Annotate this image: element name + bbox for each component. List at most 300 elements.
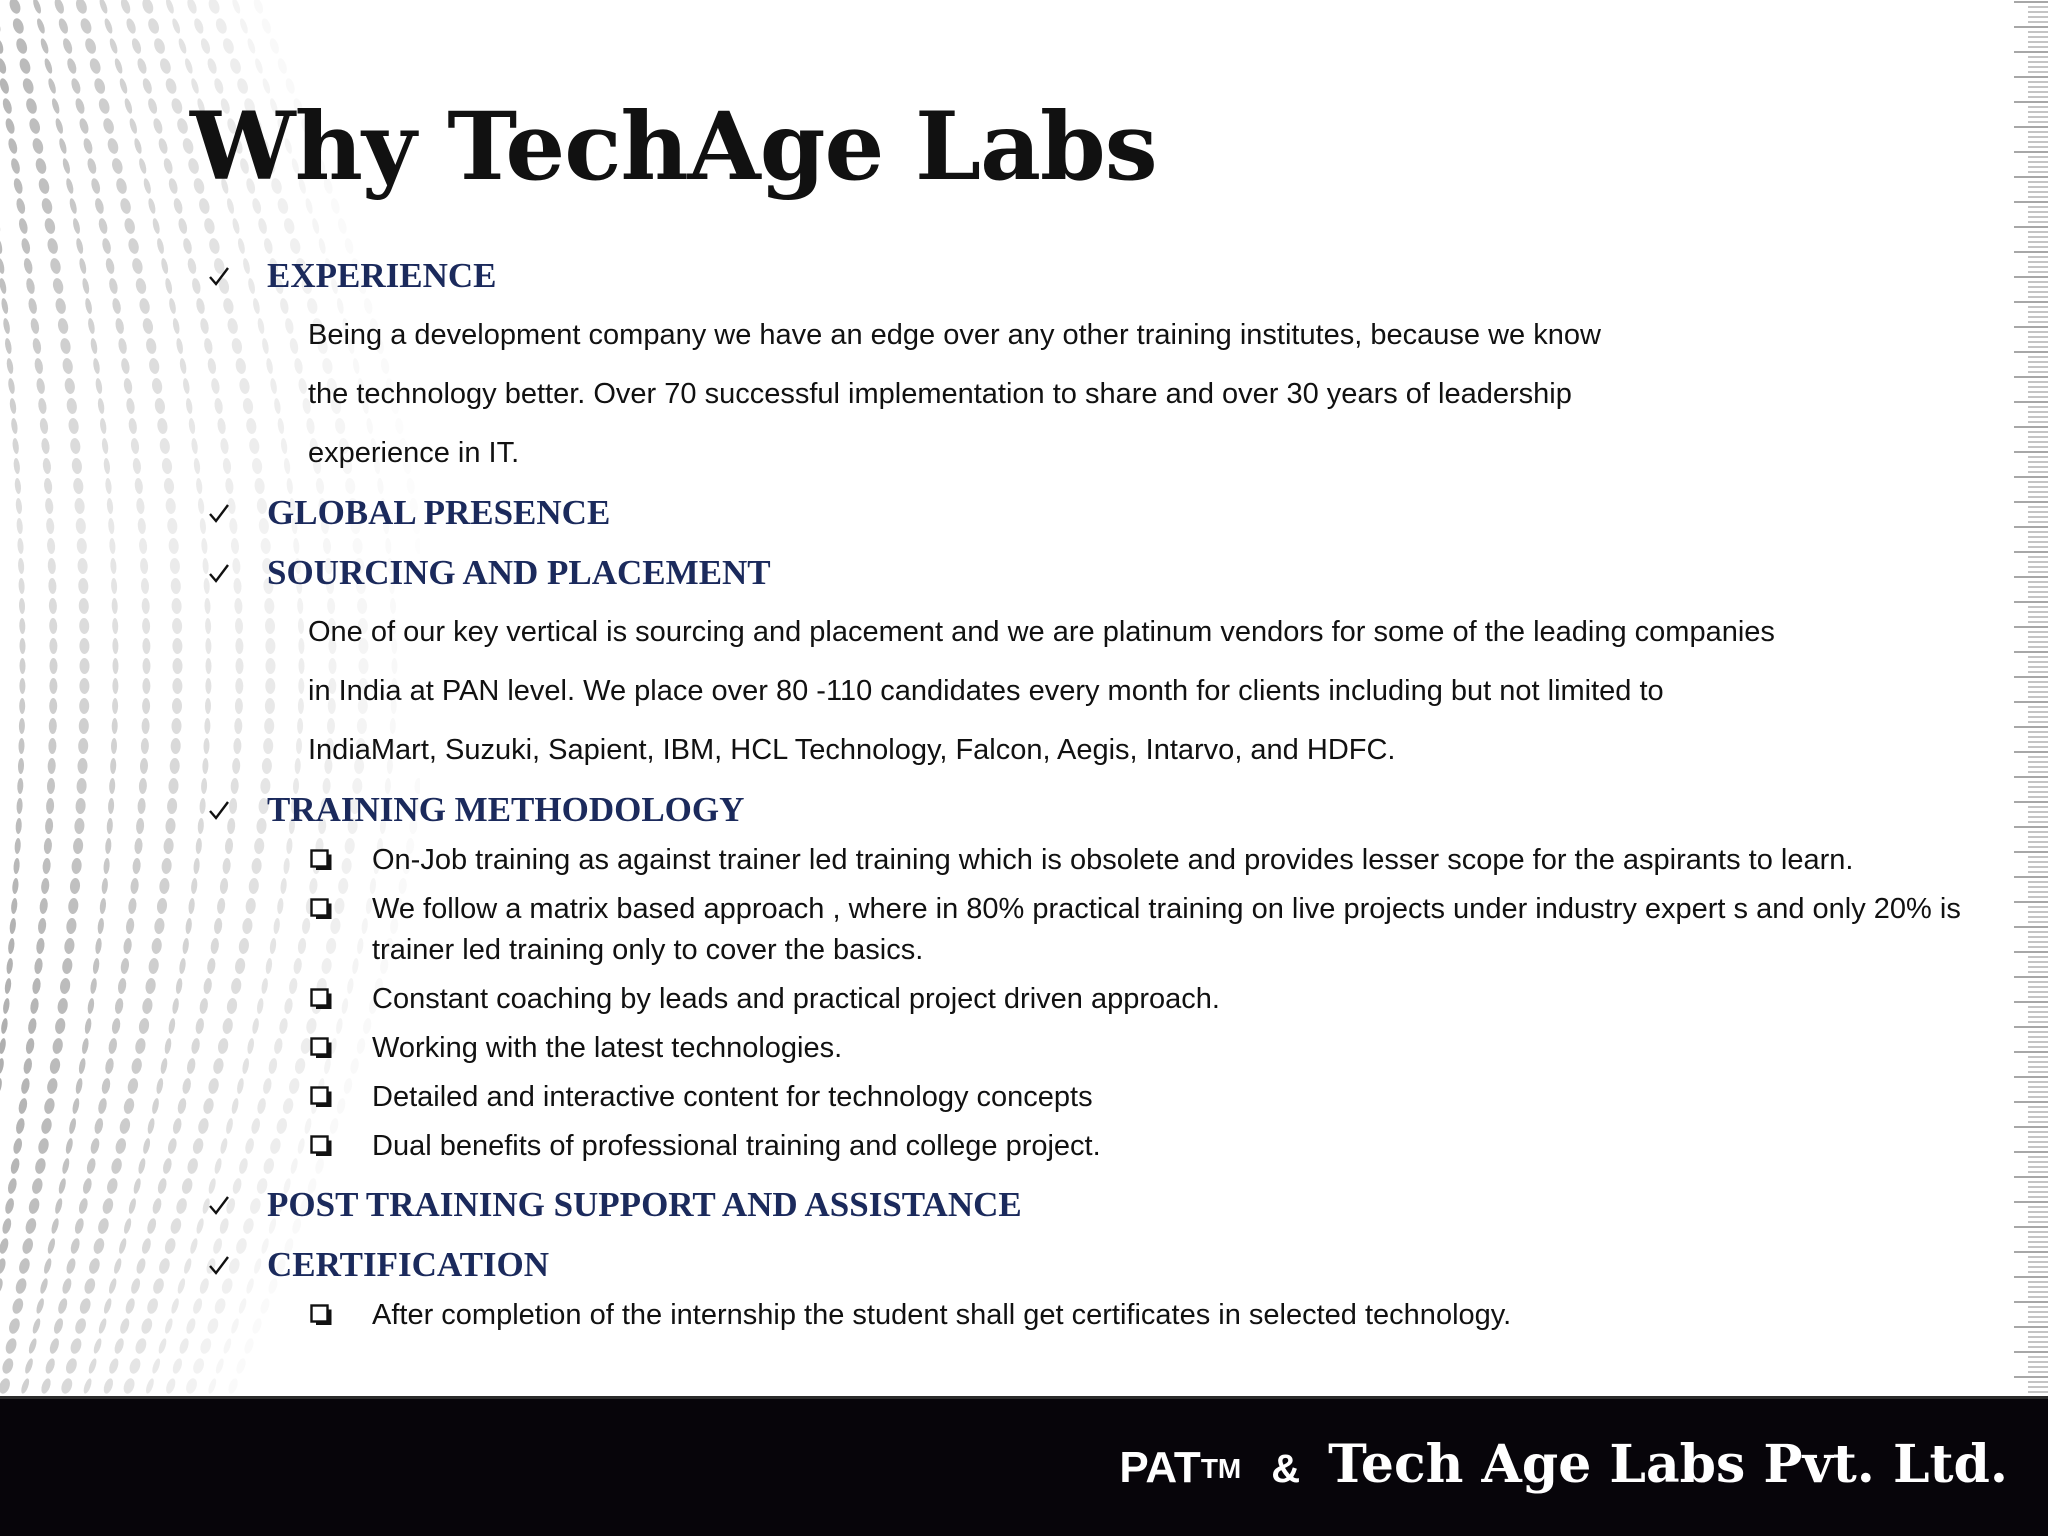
- wave-dot: [104, 257, 115, 274]
- wave-dot: [99, 418, 107, 435]
- wave-dot: [112, 658, 118, 674]
- wave-dot: [148, 357, 161, 374]
- wave-dot: [70, 77, 82, 95]
- wave-dot: [214, 17, 229, 35]
- wave-dot: [126, 1077, 139, 1095]
- wave-dot: [181, 1077, 192, 1094]
- wave-dot: [103, 17, 114, 34]
- wave-dot: [103, 458, 111, 475]
- wave-dot: [18, 558, 25, 574]
- wave-dot: [147, 198, 157, 215]
- wave-dot: [23, 257, 34, 274]
- wave-dot: [176, 1277, 186, 1294]
- wave-dot: [122, 1377, 137, 1395]
- wave-dot: [99, 898, 107, 915]
- square-bullet-icon: [310, 898, 332, 920]
- wave-dot: [177, 217, 189, 234]
- wave-dot: [140, 558, 149, 574]
- paragraph-line: the technology better. Over 70 successful implementation to share and over 30 years of leadership: [308, 378, 1572, 410]
- wave-dot: [157, 1337, 168, 1354]
- wave-dot: [206, 57, 219, 75]
- wave-dot: [141, 738, 149, 754]
- wave-dot: [11, 17, 26, 35]
- wave-dot: [172, 1117, 183, 1134]
- wave-dot: [185, 398, 193, 415]
- list-item: [200, 889, 2010, 971]
- wave-dot: [182, 237, 193, 254]
- wave-dot: [185, 918, 193, 935]
- wave-dot: [29, 317, 40, 334]
- wave-dot: [0, 1038, 7, 1055]
- wave-dot: [18, 217, 30, 234]
- wave-dot: [141, 77, 153, 95]
- wave-dot: [155, 1078, 164, 1095]
- page-title: Why TechAge Labs: [190, 92, 1157, 202]
- wave-dot: [24, 1357, 35, 1374]
- wave-dot: [136, 818, 145, 834]
- wave-dot: [0, 57, 8, 75]
- wave-dot: [165, 498, 176, 515]
- wave-dot: [171, 1357, 184, 1375]
- wave-dot: [37, 1137, 50, 1155]
- wave-dot: [78, 117, 90, 135]
- wave-dot: [167, 798, 178, 815]
- wave-dot: [69, 437, 81, 454]
- wave-dot: [163, 1317, 174, 1334]
- wave-dot: [67, 898, 79, 915]
- wave-dot: [171, 598, 182, 614]
- wave-dot: [151, 1197, 163, 1215]
- list-item-text: Dual benefits of professional training and college project.: [372, 1130, 1101, 1162]
- wave-dot: [10, 157, 22, 175]
- wave-dot: [95, 378, 103, 395]
- wave-dot: [112, 678, 118, 694]
- wave-dot: [175, 1197, 189, 1215]
- wave-dot: [145, 337, 158, 355]
- wave-dot: [167, 1137, 178, 1154]
- section-heading: POST TRAINING SUPPORT AND ASSISTANCE: [267, 1185, 1022, 1224]
- section-training-methodology: [200, 780, 2010, 1167]
- wave-dot: [75, 798, 86, 815]
- wave-dot: [10, 418, 18, 435]
- wave-dot: [133, 137, 143, 154]
- wave-dot: [35, 1297, 46, 1314]
- wave-dot: [119, 0, 132, 15]
- wave-dot: [118, 77, 129, 94]
- wave-dot: [25, 1037, 36, 1054]
- wave-dot: [282, 217, 295, 235]
- wave-dot: [43, 478, 53, 495]
- wave-dot: [140, 1317, 154, 1335]
- wave-dot: [112, 618, 119, 634]
- wave-dot: [102, 1297, 113, 1314]
- wave-dot: [1, 97, 13, 115]
- wave-dot: [49, 618, 58, 634]
- wave-dot: [123, 938, 133, 955]
- wave-dot: [42, 858, 51, 875]
- wave-dot: [69, 1237, 81, 1255]
- wave-dot: [164, 0, 175, 15]
- wave-dot: [20, 237, 31, 254]
- wave-dot: [15, 498, 23, 515]
- wave-dot: [39, 37, 50, 54]
- wave-dot: [140, 0, 155, 15]
- wave-dot: [151, 377, 163, 394]
- wave-dot: [39, 418, 49, 435]
- footer-brand: [1119, 1434, 2008, 1495]
- wave-dot: [45, 818, 54, 834]
- wave-dot: [49, 698, 57, 714]
- wave-dot: [151, 937, 163, 954]
- wave-dot: [92, 358, 101, 375]
- wave-dot: [231, 218, 241, 235]
- wave-dot: [66, 917, 78, 934]
- wave-dot: [120, 958, 130, 975]
- wave-dot: [16, 518, 23, 534]
- wave-dot: [123, 377, 133, 394]
- wave-dot: [48, 738, 56, 754]
- wave-dot: [172, 678, 182, 694]
- wave-dot: [157, 137, 169, 155]
- wave-dot: [132, 1178, 142, 1195]
- wave-dot: [172, 698, 182, 714]
- wave-dot: [179, 358, 188, 375]
- footer-divider: [0, 1396, 2048, 1399]
- wave-dot: [78, 1058, 87, 1075]
- wave-dot: [56, 1297, 68, 1315]
- wave-dot: [0, 17, 2, 35]
- wave-dot: [21, 77, 35, 95]
- wave-dot: [9, 918, 17, 935]
- wave-dot: [71, 1098, 80, 1115]
- paragraph-line: experience in IT.: [308, 437, 520, 469]
- wave-dot: [17, 538, 24, 554]
- wave-dot: [175, 338, 184, 355]
- paragraph-line: IndiaMart, Suzuki, Sapient, IBM, HCL Technology, Falcon, Aegis, Intarvo, and HDFC.: [308, 734, 1396, 766]
- wave-dot: [191, 1357, 206, 1375]
- wave-dot: [162, 1157, 173, 1174]
- wave-dot: [113, 1257, 123, 1274]
- wave-dot: [31, 1177, 45, 1195]
- wave-dot: [238, 17, 249, 34]
- wave-dot: [43, 838, 52, 855]
- wave-dot: [93, 77, 107, 95]
- wave-dot: [75, 1078, 84, 1095]
- wave-dot: [87, 1357, 98, 1374]
- wave-dot: [87, 1257, 101, 1275]
- wave-dot: [136, 57, 149, 75]
- wave-dot: [101, 1077, 112, 1094]
- square-bullet-icon: [310, 1037, 332, 1059]
- wave-dot: [18, 578, 25, 594]
- wave-dot: [160, 1058, 169, 1075]
- wave-dot: [46, 237, 59, 255]
- wave-dot: [16, 798, 23, 814]
- wave-dot: [120, 357, 131, 374]
- section-heading: CERTIFICATION: [267, 1245, 550, 1284]
- wave-dot: [184, 1377, 199, 1395]
- wave-dot: [168, 298, 177, 315]
- wave-dot: [139, 778, 148, 794]
- wave-dot: [182, 378, 190, 395]
- wave-dot: [76, 778, 87, 794]
- wave-dot: [128, 117, 138, 134]
- wave-dot: [101, 878, 108, 894]
- wave-dot: [35, 17, 46, 34]
- wave-dot: [108, 1277, 118, 1294]
- wave-dot: [13, 858, 20, 874]
- wave-dot: [156, 1177, 168, 1194]
- wave-dot: [14, 838, 21, 854]
- wave-dot: [79, 638, 89, 654]
- wave-dot: [138, 157, 148, 174]
- wave-dot: [34, 357, 45, 374]
- wave-dot: [68, 198, 78, 215]
- wave-dot: [59, 1377, 74, 1395]
- wave-dot: [74, 498, 85, 515]
- wave-dot: [139, 538, 148, 555]
- content-list: [200, 246, 2010, 1344]
- wave-dot: [37, 918, 47, 935]
- wave-dot: [169, 1217, 183, 1235]
- wave-dot: [151, 1098, 160, 1115]
- wave-dot: [15, 818, 22, 834]
- wave-dot: [132, 458, 142, 475]
- list-item-text: Working with the latest technologies.: [372, 1032, 843, 1064]
- wave-dot: [146, 1217, 158, 1235]
- wave-dot: [138, 297, 151, 315]
- wave-dot: [152, 37, 167, 55]
- wave-dot: [172, 197, 184, 214]
- wave-dot: [102, 117, 116, 135]
- wave-dot: [47, 558, 56, 574]
- wave-dot: [74, 818, 85, 835]
- wave-dot: [69, 878, 80, 895]
- wave-dot: [186, 1057, 197, 1074]
- wave-dot: [110, 1157, 123, 1175]
- wave-dot: [27, 1337, 38, 1354]
- square-bullet-icon: [310, 849, 332, 871]
- wave-dot: [31, 1317, 42, 1334]
- wave-dot: [54, 1017, 66, 1034]
- wave-dot: [254, 57, 265, 74]
- wave-dot: [41, 438, 51, 455]
- wave-dot: [49, 257, 62, 275]
- wave-dot: [257, 217, 269, 234]
- wave-dot: [50, 1217, 60, 1234]
- wave-dot: [77, 1197, 89, 1215]
- wave-dot: [65, 1257, 77, 1275]
- wave-dot: [36, 377, 46, 394]
- list-item-text: After completion of the internship the student shall get certificates in selected technology.: [372, 1299, 1512, 1331]
- wave-dot: [114, 317, 125, 334]
- wave-dot: [11, 1297, 25, 1315]
- wave-dot: [77, 758, 88, 774]
- wave-dot: [52, 277, 65, 295]
- wave-dot: [71, 457, 83, 474]
- checkmark-icon: [206, 560, 232, 586]
- wave-dot: [84, 298, 93, 315]
- wave-dot: [130, 1057, 143, 1075]
- wave-dot: [6, 1177, 18, 1194]
- paragraph-line: Being a development company we have an edge over any other training institutes, because we know: [308, 319, 1601, 351]
- wave-dot: [134, 1037, 147, 1054]
- wave-dot: [63, 937, 75, 954]
- wave-dot: [176, 1097, 187, 1114]
- checkmark-icon: [206, 1252, 232, 1278]
- wave-dot: [109, 778, 116, 794]
- wave-dot: [175, 117, 189, 135]
- wave-dot: [123, 97, 133, 114]
- wave-dot: [177, 37, 188, 54]
- wave-dot: [72, 478, 84, 495]
- wave-dot: [86, 157, 98, 175]
- wave-dot: [68, 1118, 77, 1135]
- wave-dot: [43, 217, 56, 235]
- wave-dot: [128, 418, 138, 435]
- wave-dot: [39, 1277, 49, 1294]
- wave-dot: [65, 178, 75, 195]
- wave-dot: [128, 1357, 143, 1375]
- wave-dot: [151, 218, 161, 235]
- wave-dot: [182, 938, 190, 955]
- wave-dot: [221, 37, 236, 55]
- wave-dot: [108, 518, 115, 534]
- wave-dot: [97, 97, 111, 115]
- heading-row: [200, 1235, 2010, 1295]
- list-item: [200, 840, 2010, 881]
- wave-dot: [79, 698, 89, 714]
- wave-dot: [4, 338, 13, 355]
- wave-dot: [164, 278, 173, 295]
- wave-dot: [61, 1158, 71, 1175]
- wave-dot: [58, 137, 68, 154]
- wave-dot: [109, 538, 116, 554]
- wave-dot: [78, 1297, 92, 1315]
- wave-dot: [8, 0, 23, 15]
- wave-dot: [75, 238, 84, 255]
- wave-dot: [214, 1357, 225, 1374]
- wave-dot: [59, 337, 72, 355]
- wave-dot: [154, 397, 166, 414]
- list-item: [200, 1028, 2010, 1069]
- wave-dot: [199, 37, 212, 55]
- wave-dot: [7, 137, 19, 155]
- wave-dot: [0, 1098, 1, 1115]
- wave-dot: [31, 137, 45, 155]
- wave-dot: [123, 1217, 133, 1234]
- wave-dot: [158, 57, 172, 75]
- wave-dot: [79, 718, 89, 734]
- wave-dot: [20, 1377, 31, 1394]
- footer-trademark: TM: [1200, 1453, 1242, 1484]
- wave-dot: [54, 297, 67, 315]
- wave-dot: [105, 838, 112, 854]
- wave-dot: [161, 858, 172, 875]
- wave-dot: [72, 218, 82, 235]
- wave-dot: [171, 738, 181, 754]
- wave-dot: [118, 1237, 128, 1254]
- wave-dot: [228, 57, 242, 75]
- wave-dot: [32, 337, 43, 354]
- wave-dot: [82, 1377, 93, 1394]
- wave-dot: [74, 0, 89, 15]
- footer-bar: [0, 1396, 2048, 1536]
- wave-dot: [7, 938, 15, 955]
- section-global-presence: [200, 483, 2010, 543]
- wave-dot: [81, 278, 90, 295]
- wave-dot: [170, 97, 184, 115]
- wave-dot: [104, 1057, 115, 1074]
- wave-dot: [89, 1137, 100, 1154]
- section-paragraph: [200, 603, 2010, 780]
- wave-dot: [81, 1038, 90, 1055]
- wave-dot: [35, 938, 45, 955]
- wave-dot: [112, 718, 118, 734]
- wave-dot: [78, 598, 89, 614]
- wave-dot: [134, 838, 143, 855]
- wave-dot: [111, 1017, 122, 1034]
- wave-dot: [180, 1177, 194, 1195]
- wave-dot: [178, 1337, 191, 1355]
- wave-dot: [189, 1237, 199, 1254]
- wave-dot: [34, 1157, 47, 1175]
- wave-dot: [268, 37, 281, 55]
- wave-dot: [137, 518, 146, 535]
- wave-dot: [74, 97, 86, 115]
- heading-row: [200, 780, 2010, 840]
- checkmark-icon: [206, 263, 232, 289]
- wave-dot: [156, 417, 168, 434]
- wave-dot: [107, 1037, 118, 1054]
- wave-dot: [17, 1257, 31, 1275]
- wave-dot: [85, 1157, 96, 1174]
- wave-dot: [79, 658, 89, 674]
- wave-dot: [66, 57, 79, 75]
- wave-dot: [146, 1118, 155, 1135]
- wave-dot: [151, 1277, 165, 1295]
- wave-dot: [97, 918, 105, 935]
- wave-dot: [130, 878, 139, 895]
- wave-dot: [175, 978, 183, 995]
- wave-dot: [186, 257, 197, 274]
- wave-dot: [61, 357, 74, 374]
- section-sourcing-placement: [200, 543, 2010, 780]
- wave-dot: [183, 57, 194, 74]
- wave-dot: [27, 297, 38, 314]
- section-heading: EXPERIENCE: [267, 256, 497, 295]
- wave-dot: [115, 177, 129, 195]
- wave-dot: [12, 438, 20, 455]
- wave-dot: [137, 798, 146, 814]
- wave-dot: [0, 1257, 7, 1275]
- wave-dot: [0, 1237, 10, 1255]
- wave-dot: [185, 1317, 198, 1335]
- wave-dot: [39, 898, 49, 915]
- wave-dot: [106, 818, 113, 834]
- ruler-decoration: [2004, 0, 2048, 1395]
- wave-dot: [33, 958, 43, 975]
- wave-dot: [167, 518, 178, 535]
- heading-row: [200, 1175, 2010, 1235]
- wave-dot: [235, 1357, 248, 1375]
- wave-dot: [77, 558, 88, 575]
- wave-dot: [15, 1117, 26, 1134]
- paragraph-line: in India at PAN level. We place over 80 -110 candidates every month for clients including but not limited to: [308, 675, 1664, 707]
- list-item-text: Constant coaching by leads and practical project driven approach.: [372, 983, 1220, 1015]
- wave-dot: [78, 258, 87, 275]
- list-item: [200, 1295, 2010, 1336]
